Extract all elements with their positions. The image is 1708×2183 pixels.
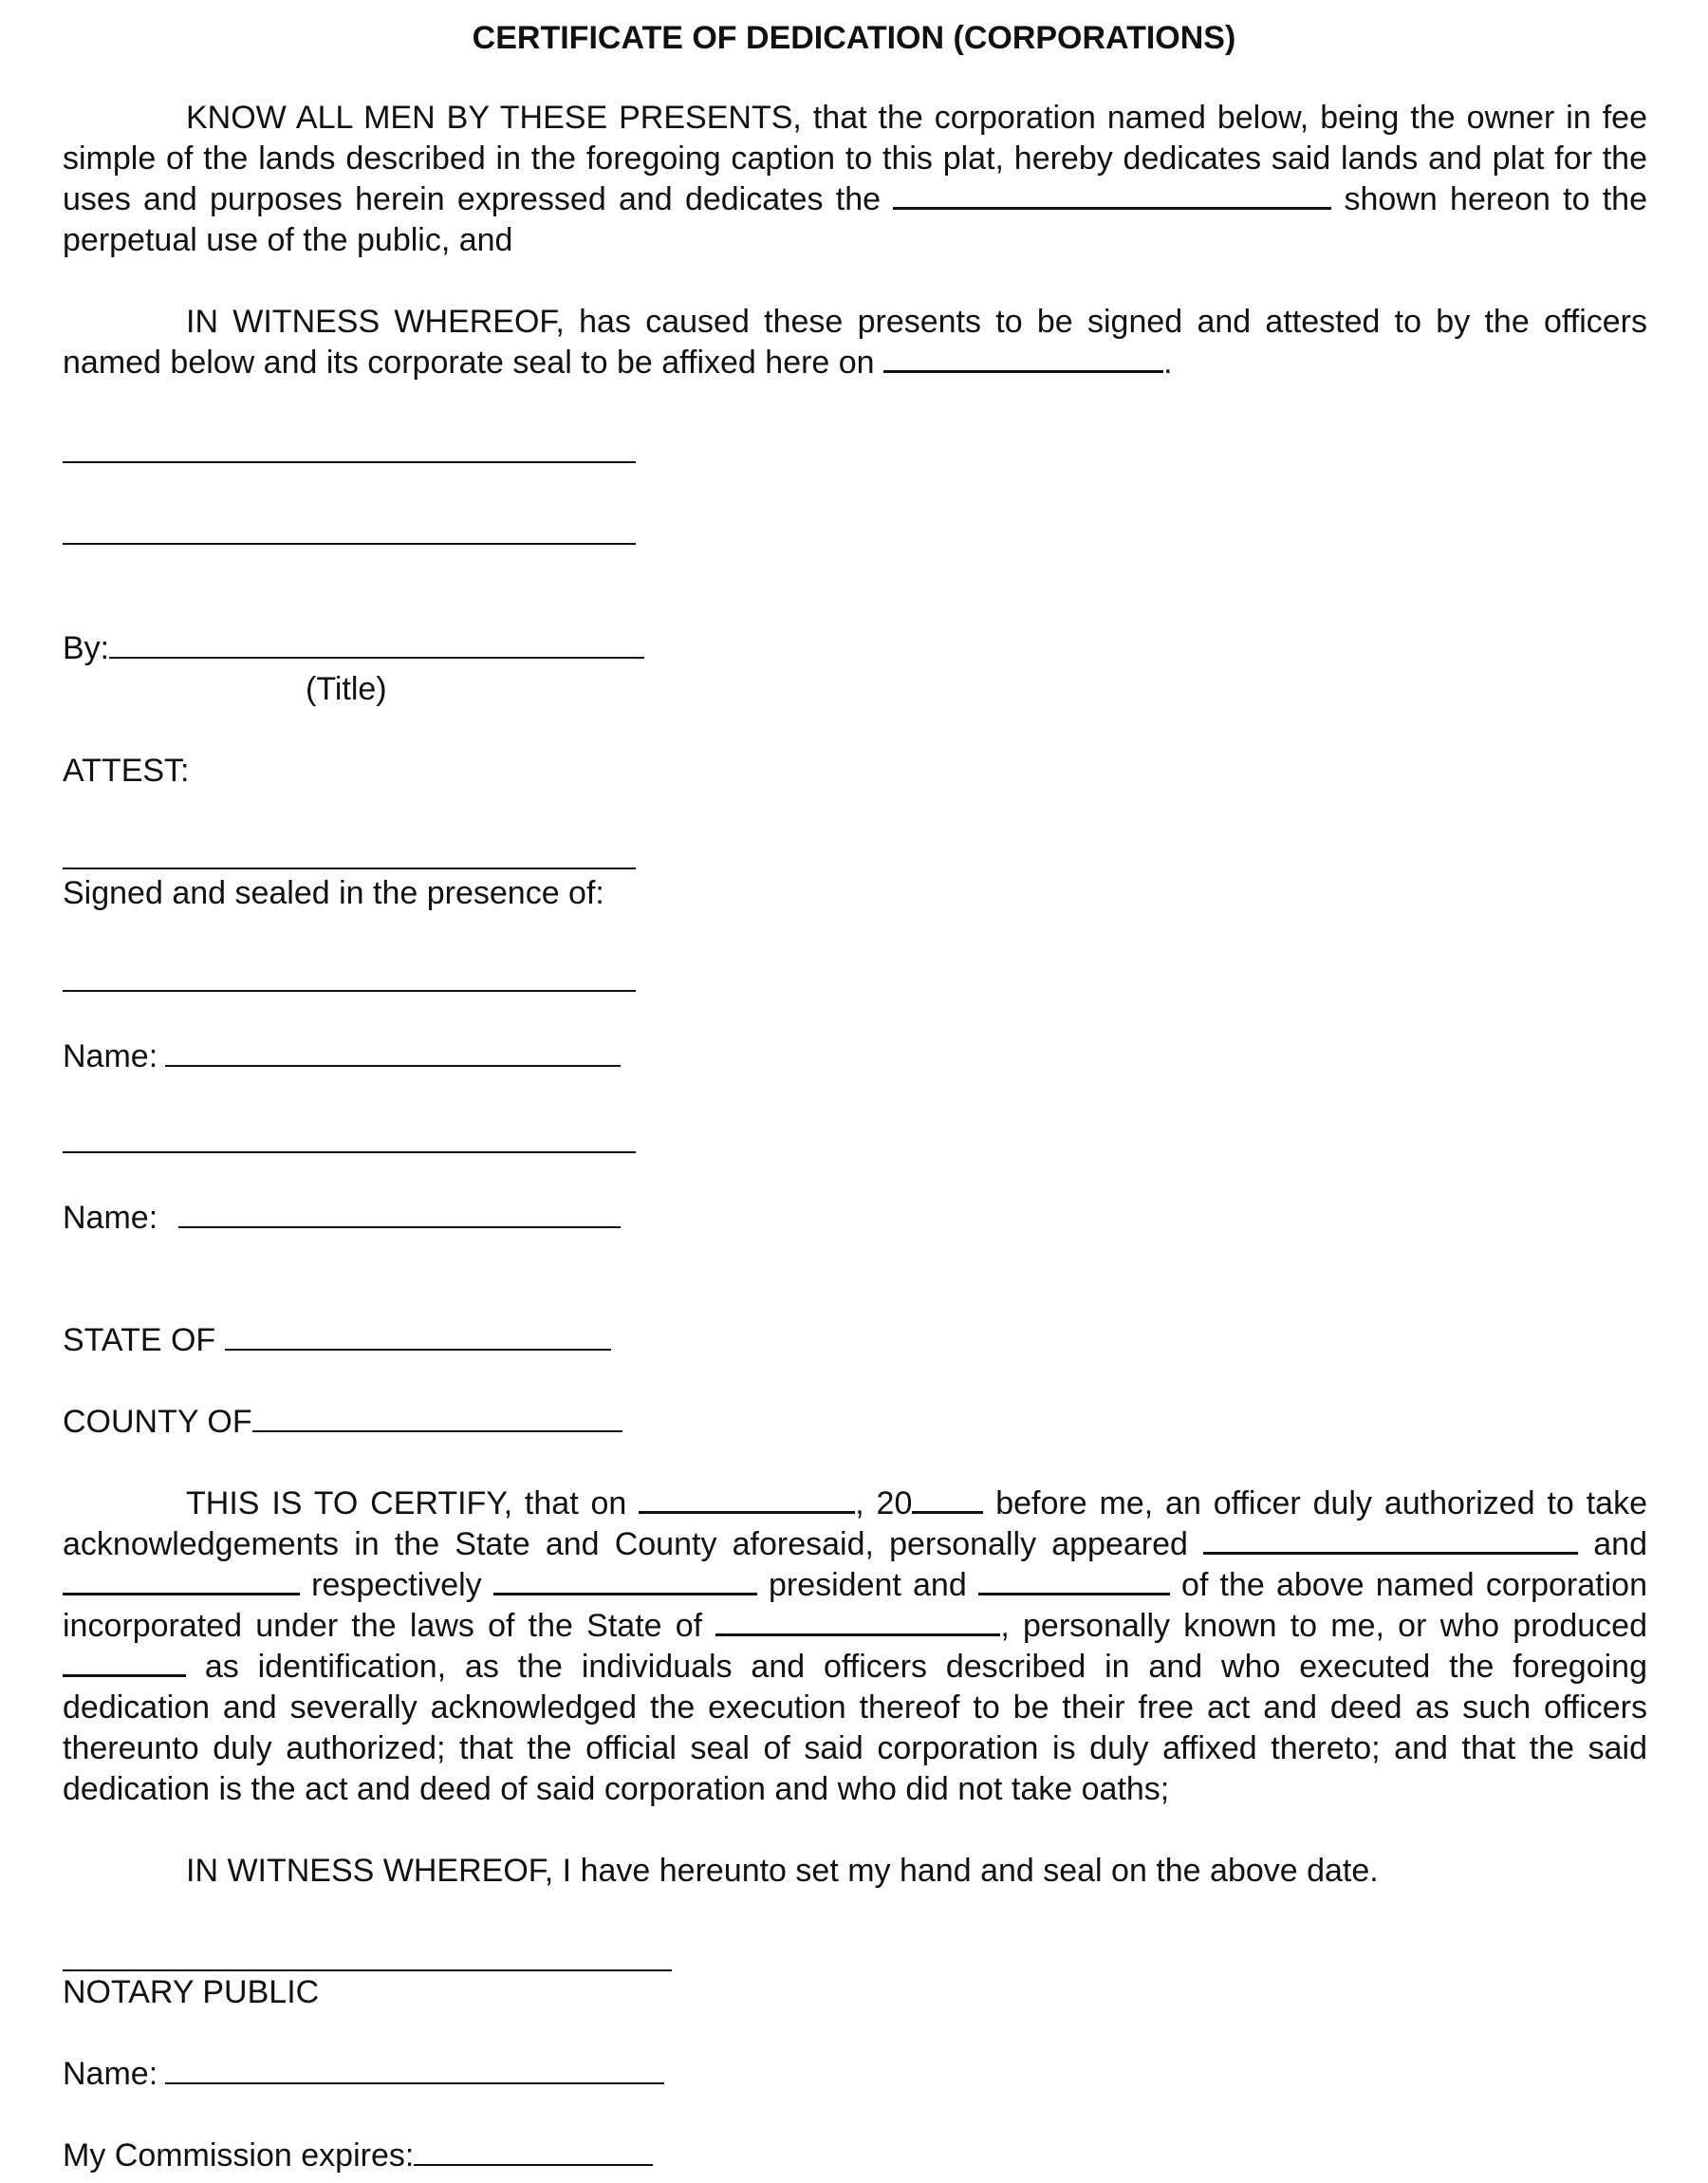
certify-text-2: , 20 xyxy=(855,1485,913,1521)
certify-text-5: respectively xyxy=(311,1567,482,1603)
commission-expiry-blank[interactable] xyxy=(414,2137,653,2166)
by-signature-blank[interactable] xyxy=(109,630,644,659)
certify-text-3: before me, an officer duly authorized to take acknowledgements in the State and County aforesaid, personally appeared xyxy=(63,1485,1647,1562)
certify-text-9: as identification, as the individuals and officers described in and who executed the foregoing dedication and severally acknowledged the execution thereof to be their free act and deed as such officers thereunto duly authorized; that the official seal of said corporation is duly affixed thereto; and that the said dedication is the act and deed of said corporation and who did not take oaths; xyxy=(63,1649,1647,1807)
commission-label: My Commission expires: xyxy=(63,2137,415,2174)
certify-date-blank[interactable] xyxy=(639,1486,855,1514)
state-row xyxy=(63,1320,611,1361)
by-row xyxy=(63,628,644,669)
officer-signature-line[interactable] xyxy=(63,543,636,545)
state-blank[interactable] xyxy=(225,1322,611,1351)
by-label: By: xyxy=(63,630,110,666)
state-label: STATE OF xyxy=(63,1322,216,1358)
witness-paragraph xyxy=(63,302,1647,383)
notary-witness-text: IN WITNESS WHEREOF, I have hereunto set my hand and seal on the above date. xyxy=(186,1853,1379,1889)
county-blank[interactable] xyxy=(252,1404,622,1432)
witness2-name-label: Name: xyxy=(63,1200,158,1236)
document-title: CERTIFICATE OF DEDICATION (CORPORATIONS) xyxy=(472,20,1236,56)
signed-sealed-label: Signed and sealed in the presence of: xyxy=(63,875,604,911)
witness-text-b: . xyxy=(1163,345,1173,381)
notary-witness-paragraph xyxy=(63,1851,1647,1892)
officer-title-blank[interactable] xyxy=(978,1568,1170,1595)
witness2-name-row xyxy=(63,1198,621,1239)
witness1-name-label: Name: xyxy=(63,1038,158,1074)
appeared-person2-blank[interactable] xyxy=(63,1568,300,1595)
certify-year-blank[interactable] xyxy=(912,1486,983,1514)
notary-signature-line[interactable] xyxy=(63,1969,672,1971)
certify-text-7: of the above named corporation incorporated under the laws of the State of xyxy=(63,1567,1647,1644)
certify-text-8: , personally known to me, or who produced xyxy=(1000,1608,1647,1644)
seal-date-blank[interactable] xyxy=(883,345,1163,373)
certify-paragraph xyxy=(63,1483,1647,1810)
commission-row xyxy=(63,2136,653,2176)
corporation-name-line[interactable] xyxy=(63,461,636,463)
witness2-name-blank[interactable] xyxy=(178,1200,621,1228)
witness-text-a: IN WITNESS WHEREOF, has caused these presents to be signed and attested to by the officers named below and its corporate seal to be affixed here on xyxy=(63,304,1647,381)
dedicated-items-blank[interactable] xyxy=(893,182,1331,210)
certify-text-6: president and xyxy=(768,1567,967,1603)
county-row xyxy=(63,1402,622,1443)
title-caption: (Title) xyxy=(306,671,387,707)
incorporation-state-blank[interactable] xyxy=(715,1609,1000,1636)
attest-label: ATTEST: xyxy=(63,753,190,789)
president-blank[interactable] xyxy=(493,1568,757,1595)
certify-text-1: THIS IS TO CERTIFY, that on xyxy=(186,1485,627,1521)
dedication-text-a: KNOW ALL MEN BY THESE PRESENTS, that the corporation named below, being the owner in fee simple of the lands described in the foregoing caption to this plat, hereby dedicates said lands and plat for the uses and purposes herein expressed and dedicates the xyxy=(63,100,1647,217)
county-label: COUNTY OF xyxy=(63,1404,252,1440)
witness2-signature-line[interactable] xyxy=(63,1151,636,1153)
certify-text-4: and xyxy=(1593,1526,1647,1562)
notary-public-label: NOTARY PUBLIC xyxy=(63,1974,320,2010)
witness1-signature-line[interactable] xyxy=(63,990,636,992)
identification-blank[interactable] xyxy=(63,1650,186,1677)
dedication-paragraph xyxy=(63,98,1647,261)
appeared-person1-blank[interactable] xyxy=(1203,1527,1578,1555)
dedication-text-b: shown hereon to the perpetual use of the public, and xyxy=(63,181,1648,258)
notary-name-row xyxy=(63,2054,664,2095)
witness1-name-blank[interactable] xyxy=(165,1038,621,1067)
notary-name-blank[interactable] xyxy=(165,2056,664,2084)
attest-signature-line[interactable] xyxy=(63,868,636,869)
witness1-name-row xyxy=(63,1036,621,1077)
notary-name-label: Name: xyxy=(63,2056,158,2092)
